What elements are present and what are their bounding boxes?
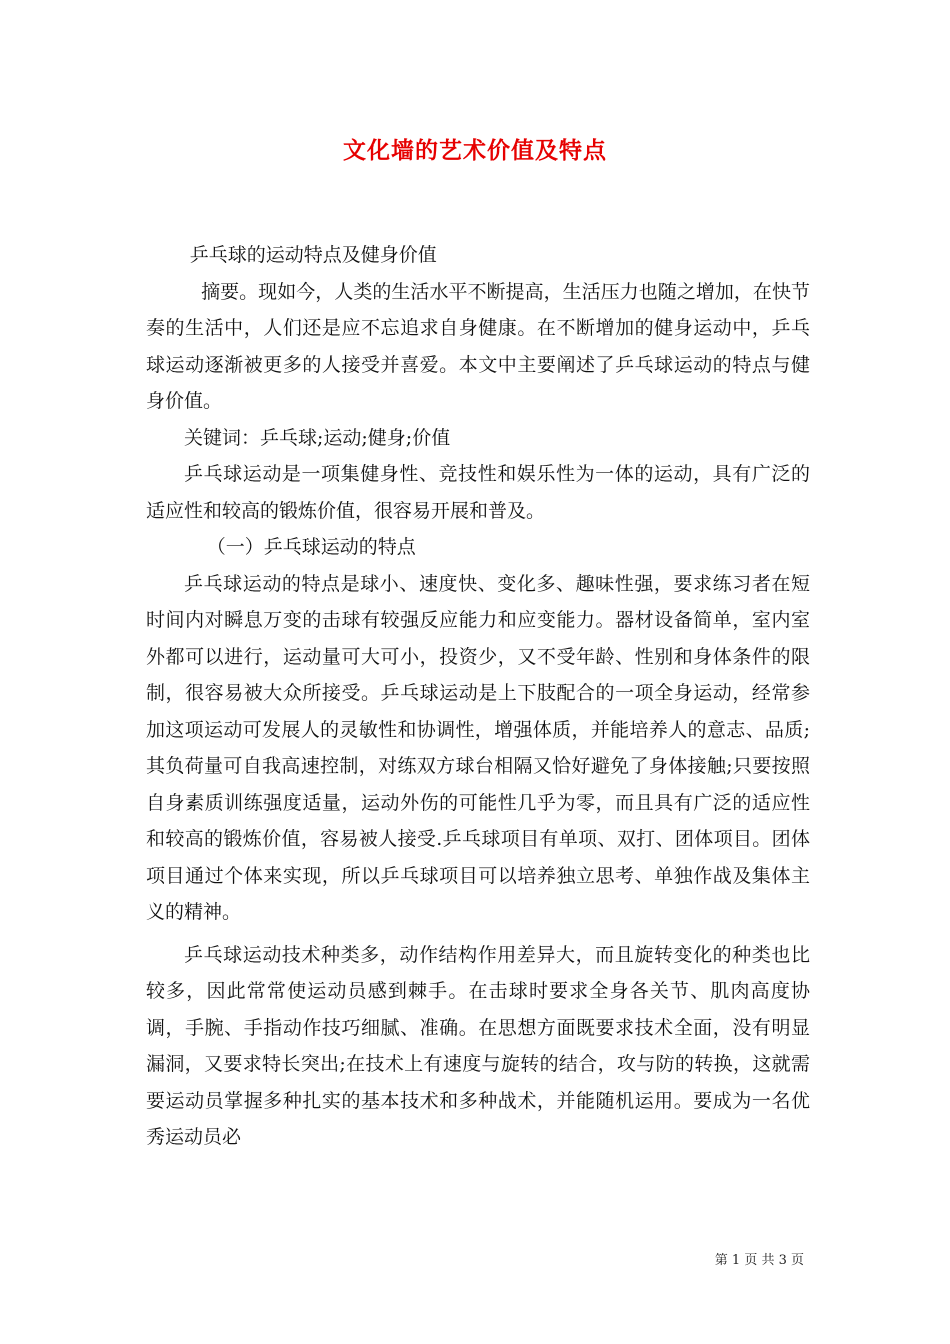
document-body	[146, 237, 810, 1156]
article-subtitle: 乒乓球的运动特点及健身价值	[189, 244, 437, 266]
intro-paragraph: 乒乓球运动是一项集健身性、竞技性和娱乐性为一体的运动，具有广泛的适应性和较高的锻炼价值，很容易开展和普及。	[146, 463, 810, 522]
body-paragraph: 乒乓球运动技术种类多，动作结构作用差异大，而且旋转变化的种类也比较多，因此常常使运动员感到棘手。在击球时要求全身各关节、肌肉高度协调，手腕、手指动作技巧细腻、准确。在思想方面既要求技术全面，没有明显漏洞，又要求特长突出;在技术上有速度与旋转的结合，攻与防的转换，这就需要运动员掌握多种扎实的基本技术和多种战术，并能随机运用。要成为一名优秀运动员必	[146, 943, 810, 1148]
keywords-paragraph: 关键词：乒乓球;运动;健身;价值	[184, 426, 451, 449]
document-title: 文化墙的艺术价值及特点	[343, 137, 607, 164]
body-paragraph: 乒乓球运动的特点是球小、速度快、变化多、趣味性强，要求练习者在短时间内对瞬息万变的击球有较强反应能力和应变能力。器材设备简单，室内室外都可以进行，运动量可大可小，投资少，又不受年龄、性别和身体条件的限制，很容易被大众所接受。乒乓球运动是上下肢配合的一项全身运动，经常参加这项运动可发展人的灵敏性和协调性，增强体质，并能培养人的意志、品质;其负荷量可自我高速控制，对练双方球台相隔又恰好避免了身体接触;只要按照自身素质训练强度适量，运动外伤的可能性几乎为零，而且具有广泛的适应性和较高的锻炼价值，容易被人接受.乒乓球项目有单项、双打、团体项目。团体项目通过个体来实现，所以乒乓球项目可以培养独立思考、单独作战及集体主义的精神。	[146, 572, 810, 923]
section-heading: （一）乒乓球运动的特点	[206, 536, 416, 558]
abstract-paragraph: 摘要。现如今，人类的生活水平不断提高，生活压力也随之增加，在快节奏的生活中，人们还是应不忘追求自身健康。在不断增加的健身运动中，乒乓球运动逐渐被更多的人接受并喜爱。本文中主要阐述了乒乓球运动的特点与健身价值。	[146, 280, 810, 412]
page-footer: 第 1 页 共 3 页	[714, 1253, 804, 1268]
